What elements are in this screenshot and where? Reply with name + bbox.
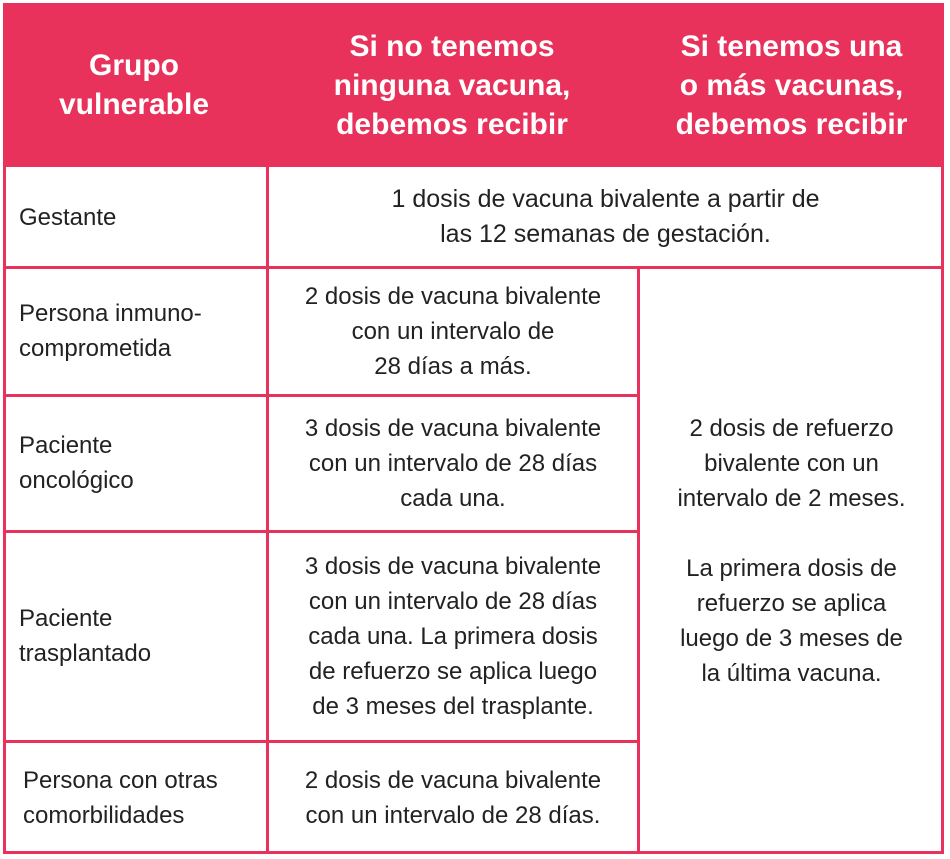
row-group-immunocompromised: Persona inmuno- comprometida	[19, 300, 202, 362]
row-group-oncology: Paciente oncológico	[19, 432, 134, 494]
row-group-transplant: Paciente trasplantado	[19, 605, 152, 667]
divider-row4	[3, 740, 640, 743]
header-vulnerable-group: Grupo vulnerable	[3, 3, 265, 167]
with-vaccine-paragraph-2: La primera dosis de refuerzo se aplica luego de 3 meses de la última vacuna.	[680, 554, 903, 687]
row-merged-pregnant: 1 dosis de vacuna bivalente a partir de las 12 semanas de gestación.	[391, 185, 820, 248]
border-bottom	[3, 851, 944, 854]
row-no-vaccine-transplant: 3 dosis de vacuna bivalente con un intervalo de 28 días cada una. La primera dosis de refuerzo se aplica luego de 3 meses del trasplante.	[304, 552, 602, 720]
vaccination-table	[3, 3, 944, 854]
divider-col1	[266, 167, 269, 854]
header-with-vaccine: Si tenemos una o más vacunas, debemos recibir	[639, 3, 944, 167]
row-no-vaccine-comorbidities: 2 dosis de vacuna bivalente con un intervalo de 28 días.	[304, 766, 602, 829]
row-no-vaccine-oncology: 3 dosis de vacuna bivalente con un intervalo de 28 días cada una.	[304, 414, 602, 512]
row-group-comorbidities: Persona con otras comorbilidades	[23, 766, 218, 829]
divider-row3	[3, 530, 640, 533]
header-no-vaccine: Si no tenemos ninguna vacuna, debemos recibir	[265, 3, 639, 167]
divider-row2	[3, 394, 640, 397]
with-vaccine-paragraph-1: 2 dosis de refuerzo bivalente con un intervalo de 2 meses.	[677, 414, 906, 512]
row-no-vaccine-immunocompromised: 2 dosis de vacuna bivalente con un intervalo de 28 días a más.	[304, 282, 602, 380]
divider-col2	[637, 267, 640, 854]
border-left	[3, 167, 6, 854]
border-right	[941, 167, 944, 854]
row-group-pregnant: Gestante	[19, 203, 117, 231]
with-vaccine-recommendation	[639, 267, 944, 854]
divider-row1	[3, 266, 944, 269]
